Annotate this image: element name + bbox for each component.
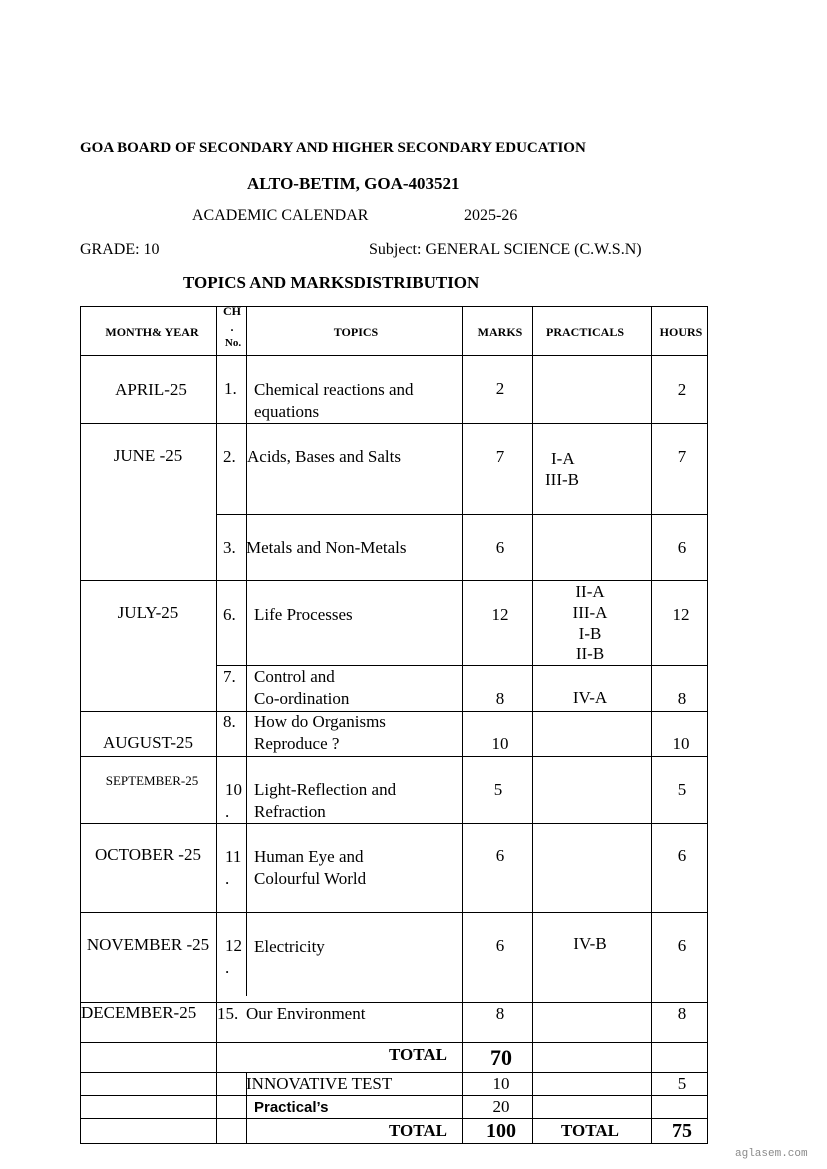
col-marks: MARKS	[477, 325, 523, 339]
row-hours: 6	[677, 936, 687, 955]
row-hours: 10	[672, 734, 690, 753]
row-topic-cont: Co-ordination	[254, 689, 350, 708]
grand-total-marks: 100	[486, 1120, 516, 1142]
row-month: DECEMBER-25	[81, 1003, 197, 1022]
row-marks: 8	[495, 689, 505, 708]
row-hours: 6	[677, 846, 687, 865]
practical-label: Practical’s	[254, 1099, 329, 1116]
col-practicals: PRACTICALS	[545, 325, 625, 339]
row-practical: III-A	[572, 603, 608, 622]
col-topics: TOPICS	[333, 325, 379, 339]
row-practical: IV-B	[573, 934, 607, 953]
section-title: TOPICS AND MARKSDISTRIBUTION	[183, 273, 480, 292]
row-marks: 2	[495, 379, 505, 398]
row-topic-cont: Reproduce ?	[254, 734, 340, 753]
row-marks: 6	[495, 846, 505, 865]
calendar-year: 2025-26	[464, 207, 518, 224]
row-topic: How do Organisms	[254, 712, 386, 731]
row-month: JULY-25	[117, 603, 179, 622]
row-marks: 7	[495, 447, 505, 466]
grand-total-label: TOTAL	[389, 1121, 447, 1140]
row-hours: 8	[677, 689, 687, 708]
row-topic: Life Processes	[254, 605, 353, 624]
row-chapter: 15.	[217, 1004, 239, 1023]
row-chapter: 3.	[223, 538, 236, 557]
row-marks: 10	[491, 734, 509, 753]
row-topic: Light-Reflection and	[254, 780, 397, 799]
row-topic-cont: Refraction	[254, 802, 326, 821]
row-hours: 7	[677, 447, 687, 466]
total-marks: 70	[490, 1045, 512, 1070]
row-hours: 8	[677, 1004, 687, 1023]
col-ch-l3: No.	[224, 337, 242, 349]
row-chapter: 8.	[223, 712, 236, 731]
board-name: GOA BOARD OF SECONDARY AND HIGHER SECONDARY EDUCATION	[80, 140, 586, 156]
row-chapter: 10	[225, 780, 242, 799]
row-marks: 6	[495, 538, 505, 557]
row-hours: 6	[677, 538, 687, 557]
row-month: AUGUST-25	[102, 733, 194, 752]
row-topic: Control and	[254, 667, 335, 686]
innovative-marks: 10	[492, 1074, 510, 1093]
row-practical: I-A	[551, 449, 575, 468]
row-marks: 6	[495, 936, 505, 955]
col-ch-l2: .	[230, 320, 234, 334]
row-chapter: 1.	[224, 379, 237, 398]
innovative-label: INNOVATIVE TEST	[246, 1074, 393, 1093]
board-address: ALTO-BETIM, GOA-403521	[247, 174, 460, 193]
row-topic: Our Environment	[246, 1004, 366, 1023]
col-hours: HOURS	[659, 325, 703, 339]
row-chapter-dot: .	[225, 958, 230, 977]
row-month: SEPTEMBER-25	[105, 773, 199, 788]
row-topic-cont: equations	[254, 402, 320, 421]
col-ch-l1: CH	[223, 304, 241, 318]
row-practical: III-B	[545, 470, 579, 489]
row-chapter: 7.	[223, 667, 236, 686]
row-practical: II-A	[575, 582, 605, 601]
row-month: APRIL-25	[115, 380, 187, 399]
row-chapter: 11	[225, 847, 242, 866]
row-month: OCTOBER -25	[95, 845, 201, 864]
row-month: JUNE -25	[113, 446, 183, 465]
row-topic-cont: Colourful World	[254, 869, 367, 888]
row-topic: Electricity	[254, 937, 325, 956]
row-practical: II-B	[575, 644, 605, 663]
row-marks: 5	[493, 780, 503, 799]
row-topic: Chemical reactions and	[254, 380, 414, 399]
row-topic: Acids, Bases and Salts	[247, 447, 401, 466]
col-month: MONTH& YEAR	[105, 325, 199, 339]
row-topic: Metals and Non-Metals	[246, 538, 407, 557]
grand-total-hours: 75	[672, 1120, 692, 1142]
grand-total-label-2: TOTAL	[561, 1121, 619, 1140]
calendar-title: ACADEMIC CALENDAR	[192, 207, 369, 224]
row-chapter: 12	[225, 936, 242, 955]
row-hours: 2	[677, 380, 687, 399]
row-chapter: 2.	[223, 447, 236, 466]
practical-marks: 20	[492, 1097, 510, 1116]
row-hours: 12	[672, 605, 690, 624]
row-practical: I-B	[578, 624, 602, 643]
row-topic: Human Eye and	[254, 847, 364, 866]
subject-label: Subject: GENERAL SCIENCE (C.W.S.N)	[369, 241, 642, 258]
row-chapter-dot: .	[225, 869, 230, 888]
row-chapter-dot: .	[225, 802, 230, 821]
row-practical: IV-A	[572, 688, 608, 707]
total-label: TOTAL	[389, 1045, 447, 1064]
row-hours: 5	[677, 780, 687, 799]
row-marks: 8	[495, 1004, 505, 1023]
row-chapter: 6.	[223, 605, 236, 624]
watermark: aglasem.com	[735, 1148, 808, 1160]
row-marks: 12	[491, 605, 509, 624]
innovative-hours: 5	[677, 1074, 687, 1093]
row-month: NOVEMBER -25	[86, 935, 210, 954]
grade-label: GRADE: 10	[80, 241, 160, 258]
